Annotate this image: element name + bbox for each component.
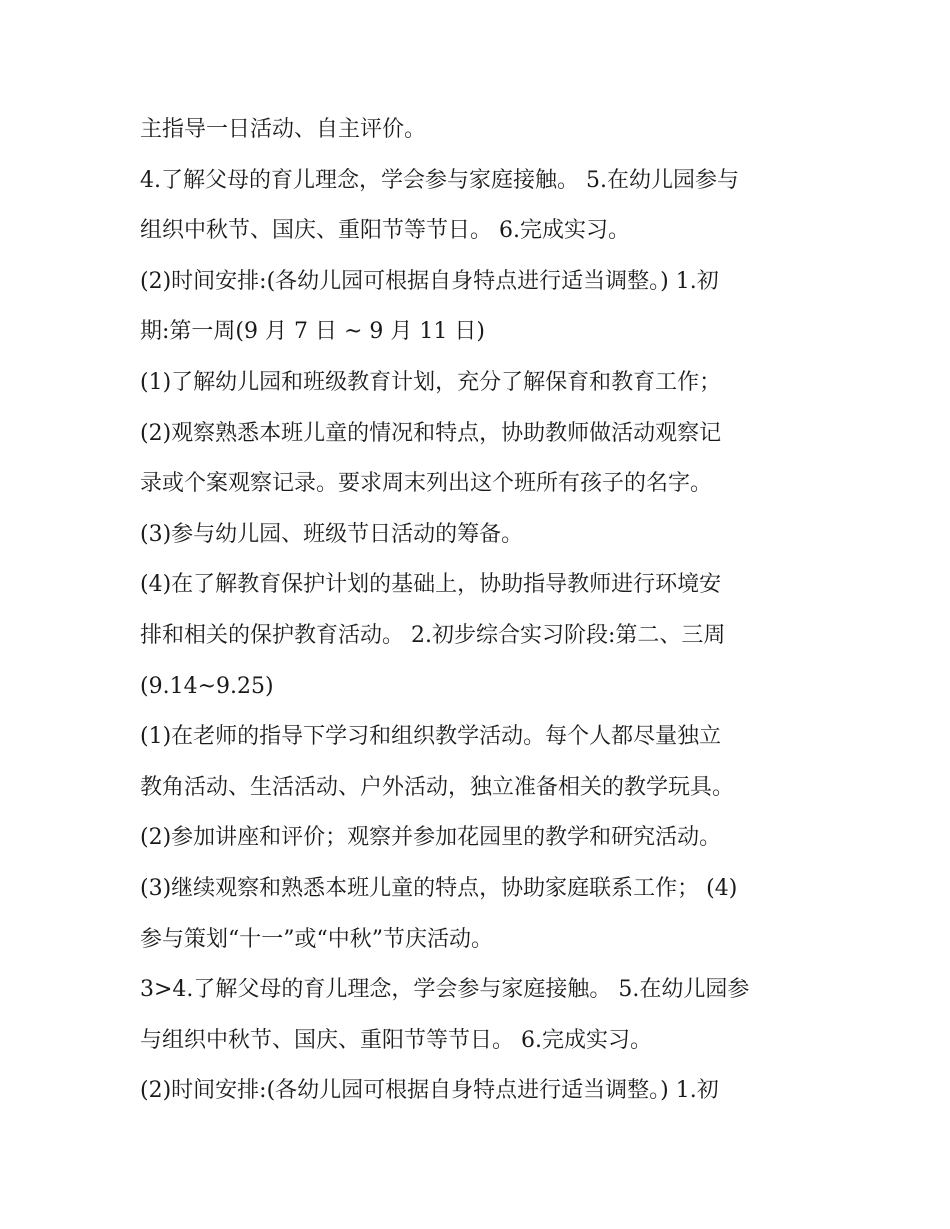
text-line: (2)时间安排:(各幼儿园可根据自身特点进行适当调整。) 1.初 xyxy=(140,1078,719,1104)
text-line: (4)在了解教育保护计划的基础上，协助指导教师进行环境安 xyxy=(140,572,722,598)
text-line: (3)参与幼儿园、班级节日活动的筹备。 xyxy=(140,521,524,547)
text-line: 教角活动、生活活动、户外活动，独立准备相关的教学玩具。 xyxy=(140,774,735,800)
text-line: 4.了解父母的育儿理念，学会参与家庭接触。 5.在幼儿园参与 xyxy=(140,167,739,193)
document-page xyxy=(140,105,810,1117)
text-line: 组织中秋节、国庆、重阳节等节日。 6.完成实习。 xyxy=(140,218,630,244)
text-line: 3>4.了解父母的育儿理念，学会参与家庭接触。 5.在幼儿园参 xyxy=(140,977,750,1003)
text-line: (3)继续观察和熟悉本班儿童的特点，协助家庭联系工作； (4) xyxy=(140,875,738,901)
text-line: (2)观察熟悉本班儿童的情况和特点，协助教师做活动观察记 xyxy=(140,420,722,446)
text-line: 期:第一周(9 月 7 日 ~ 9 月 11 日) xyxy=(140,319,485,345)
text-line: (1)了解幼儿园和班级教育计划，充分了解保育和教育工作； xyxy=(140,369,722,395)
text-line: (2)时间安排:(各幼儿园可根据自身特点进行适当调整。) 1.初 xyxy=(140,268,719,294)
text-line: 排和相关的保护教育活动。 2.初步综合实习阶段:第二、三周 xyxy=(140,622,726,648)
text-line: 主指导一日活动、自主评价。 xyxy=(140,117,427,142)
text-line: 与组织中秋节、国庆、重阳节等节日。 6.完成实习。 xyxy=(140,1027,652,1053)
text-line: (2)参加讲座和评价；观察并参加花园里的教学和研究活动。 xyxy=(140,825,722,851)
text-line: (1)在老师的指导下学习和组织教学活动。每个人都尽量独立 xyxy=(140,724,722,750)
text-line: 录或个案观察记录。要求周末列出这个班所有孩子的名字。 xyxy=(140,471,713,497)
text-line: (9.14~9.25) xyxy=(140,673,274,699)
text-line: 参与策划“十一”或“中秋”节庆活动。 xyxy=(140,926,493,952)
